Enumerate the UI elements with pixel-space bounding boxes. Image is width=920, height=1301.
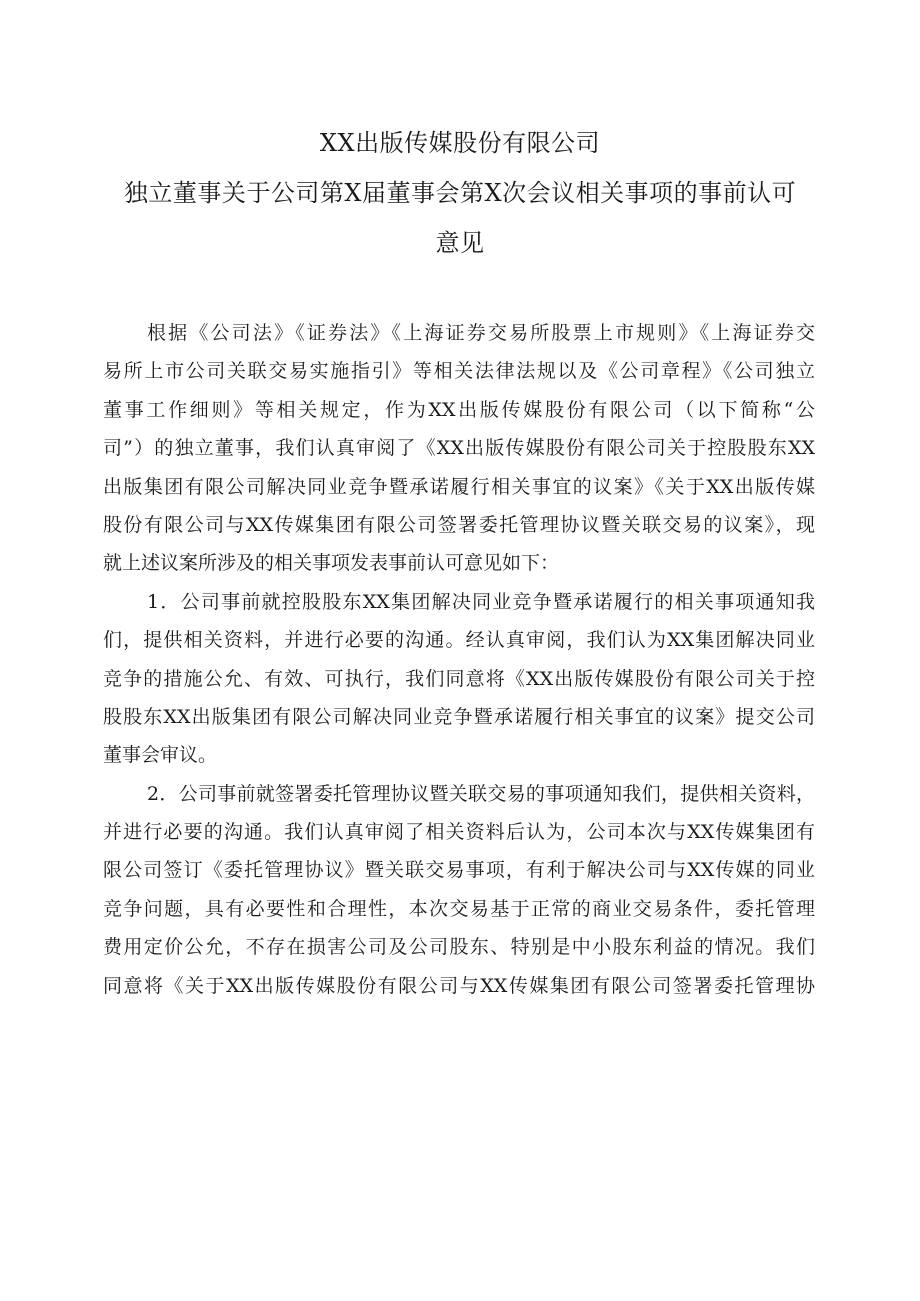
paragraph-line: 们，提供相关资料，并进行必要的沟通。经认真审阅，我们认为XX集团解决同业 [103, 629, 815, 652]
paragraph-intro [103, 314, 815, 583]
paragraph-line: 竞争问题，具有必要性和合理性，本次交易基于正常的商业交易条件，委托管理 [103, 897, 815, 920]
paragraph-line: 就上述议案所涉及的相关事项发表事前认可意见如下： [103, 552, 560, 575]
paragraph-line: 董事工作细则》等相关规定，作为XX出版传媒股份有限公司（以下简称“公 [103, 398, 815, 421]
document-body [103, 314, 815, 1005]
paragraph-item-1 [103, 583, 815, 775]
title-subject-continued: 意见 [435, 229, 485, 257]
paragraph-line: 同意将《关于XX出版传媒股份有限公司与XX传媒集团有限公司签署委托管理协 [103, 974, 815, 997]
paragraph-line: 2．公司事前就签署委托管理协议暨关联交易的事项通知我们，提供相关资料， [147, 782, 815, 805]
paragraph-item-2 [103, 775, 815, 1005]
paragraph-line: 股份有限公司与XX传媒集团有限公司签署委托管理协议暨关联交易的议案》，现 [103, 513, 815, 536]
paragraph-line: 限公司签订《委托管理协议》暨关联交易事项，有利于解决公司与XX传媒的同业 [103, 859, 815, 882]
paragraph-line: 股股东XX出版集团有限公司解决同业竞争暨承诺履行相关事宜的议案》提交公司 [103, 705, 815, 728]
title-subject: 独立董事关于公司第X届董事会第X次会议相关事项的事前认可 [123, 179, 797, 207]
paragraph-line: 1．公司事前就控股股东XX集团解决同业竞争暨承诺履行的相关事项通知我 [147, 590, 815, 613]
paragraph-line: 费用定价公允，不存在损害公司及公司股东、特别是中小股东利益的情况。我们 [103, 936, 815, 959]
document-title [100, 118, 820, 268]
title-company-name: XX出版传媒股份有限公司 [319, 129, 601, 157]
paragraph-line: 根据《公司法》《证券法》《上海证券交易所股票上市规则》《上海证券交 [147, 322, 815, 344]
paragraph-line: 竞争的措施公允、有效、可执行，我们同意将《XX出版传媒股份有限公司关于控 [103, 667, 815, 690]
paragraph-line: 并进行必要的沟通。我们认真审阅了相关资料后认为，公司本次与XX传媒集团有 [103, 821, 815, 844]
paragraph-line: 司”）的独立董事，我们认真审阅了《XX出版传媒股份有限公司关于控股股东XX [103, 437, 815, 460]
paragraph-line: 易所上市公司关联交易实施指引》等相关法律法规以及《公司章程》《公司独立 [103, 360, 815, 383]
paragraph-line: 董事会审议。 [103, 744, 218, 767]
paragraph-line: 出版集团有限公司解决同业竞争暨承诺履行相关事宜的议案》《关于XX出版传媒 [103, 475, 815, 498]
